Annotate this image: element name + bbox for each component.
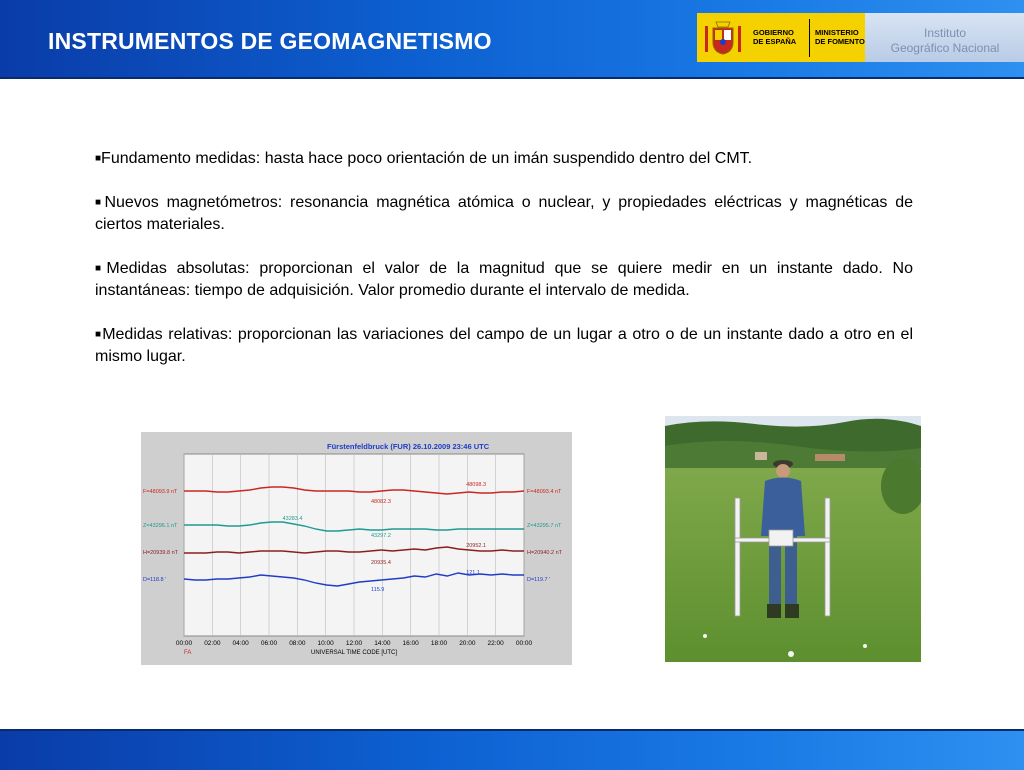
chart-annotation: 48098.3 [466,482,487,488]
header-bar [0,0,1024,79]
chart-tick-label: 06:00 [260,640,278,647]
chart-series-start-label: H=20939.8 nT [143,550,179,556]
chart-series-start-label: F=48093.9 nT [143,489,178,495]
chart-series-end-label: F=48093.4 nT [527,489,562,495]
chart-series-end-label: D=119.7 ' [527,577,551,583]
chart-tick-label: 00:00 [175,640,193,647]
chart-tick-label: 12:00 [345,640,363,647]
chart-series-start-label: Z=43296.1 nT [143,523,178,529]
bullet-icon: ■ [95,197,105,208]
chart-annotation: 115.9 [371,587,385,593]
chart-annotation: 43283.4 [282,516,303,522]
chart-annotation: 43297.2 [371,533,391,539]
chart-tick-label: 16:00 [402,640,419,647]
chart-tick-label: 10:00 [317,640,334,647]
institute-label: Instituto Geográfico Nacional [890,26,1000,55]
chart-annotation: 20952.1 [466,543,487,549]
chart-series-end-label: H=20940.2 nT [527,550,563,556]
bullet-icon: ■ [95,153,102,164]
bullet-item: ■Fundamento medidas: hasta hace poco orientación de un imán suspendido dentro del CMT. [95,150,753,167]
chart-series-start-label: D=118.8 ' [143,577,167,583]
institute-logo [865,13,1024,62]
chart-tick-label: 00:00 [515,640,533,647]
bullet-icon: ■ [95,329,103,340]
government-label: GOBIERNO DE ESPAÑA [753,28,797,46]
bullet-icon: ■ [95,263,107,274]
chart-corner-label: FA [184,650,192,656]
chart-tick-label: 18:00 [430,640,448,647]
chart-tick-label: 20:00 [459,640,476,647]
bullet-item: ■Medidas relativas: proporcionan las variaciones del campo de un lugar a otro o de un instante dado a otro en el mismo lugar. [95,326,914,365]
chart-tick-label: 04:00 [232,640,249,647]
chart-annotation: 48082.3 [371,499,391,505]
chart-tick-label: 08:00 [289,640,306,647]
slide-title: INSTRUMENTOS DE GEOMAGNETISMO [48,28,492,54]
chart-tick-label: 22:00 [487,640,504,647]
ministry-label: MINISTERIO DE FOMENTO [815,28,865,46]
logo-divider [809,19,810,57]
chart-xlabel: UNIVERSAL TIME CODE [UTC] [311,650,398,656]
footer-bar [0,729,1024,770]
chart-tick-label: 02:00 [204,640,221,647]
chart-tick-label: 14:00 [374,640,391,647]
chart-title: Fürstenfeldbruck (FUR) 26.10.2009 23:46 UTC [327,442,490,451]
field-photo [665,416,921,662]
chart-annotation: 121.1 [466,570,480,576]
government-logo [697,13,865,62]
magnetogram-chart [141,432,572,665]
bullet-item: ■Nuevos magnetómetros: resonancia magnética atómica o nuclear, y propiedades eléctricas y magnéticas de ciertos materiales. [95,194,913,233]
chart-series-end-label: Z=43295.7 nT [527,523,562,529]
bullet-item: ■Medidas absolutas: proporcionan el valor de la magnitud que se quiere medir en un instante dado. No instantáneas: tiempo de adquisición. Valor promedio durante el intervalo de medida. [95,260,913,299]
coat-of-arms-icon [703,18,743,58]
bullet-list [95,148,913,390]
chart-annotation: 20935.4 [371,560,391,566]
logo-strip [697,13,1024,63]
